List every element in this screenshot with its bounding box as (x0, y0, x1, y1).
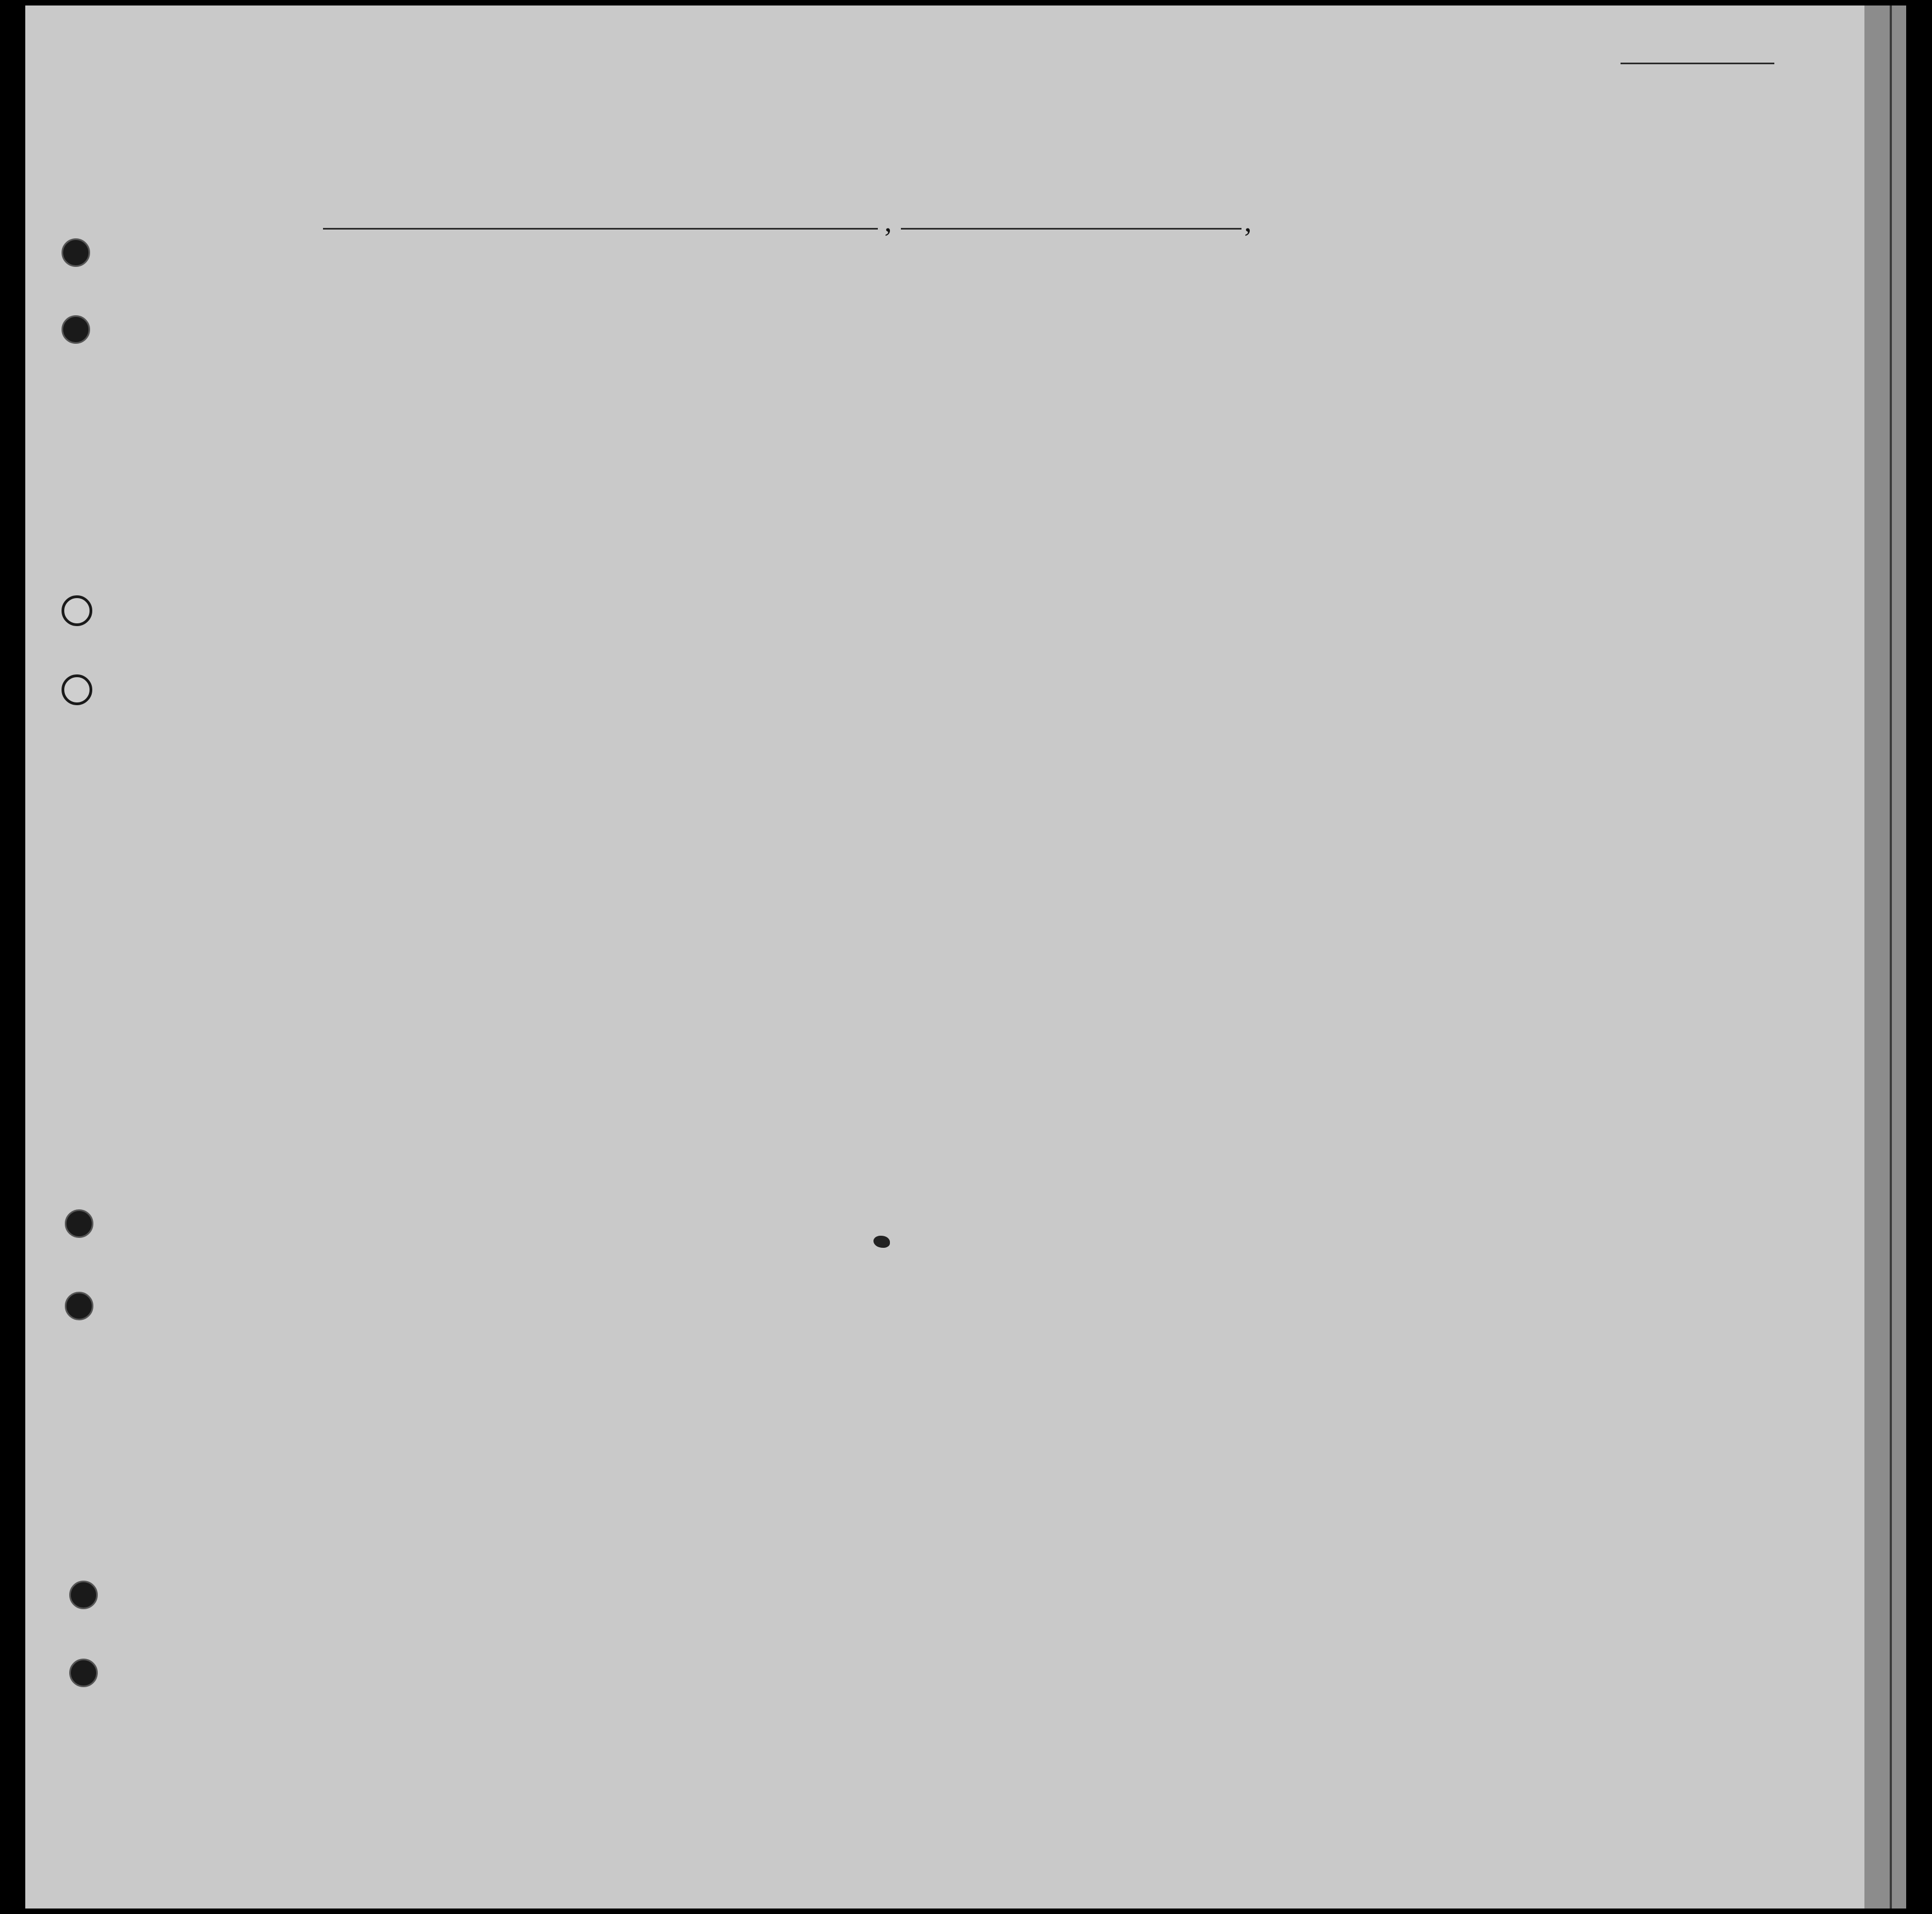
binder-hole (65, 1209, 93, 1238)
col-header-24 (1011, 431, 1061, 552)
col-header-29-feet (1294, 395, 1310, 428)
col-header-23 (986, 431, 1005, 552)
binder-hole (69, 1581, 98, 1609)
date-underline (901, 228, 1241, 230)
page-edge-shadow (1890, 5, 1892, 1909)
binder-hole (69, 1659, 98, 1687)
list-underline (1621, 63, 1774, 64)
comma: , (1244, 205, 1252, 238)
col-header-21 (924, 431, 953, 552)
col-header-17 (271, 431, 303, 563)
comma: , (884, 205, 892, 238)
col-header-15 (134, 431, 165, 557)
page-edge (1864, 5, 1906, 1909)
binder-hole (62, 674, 92, 705)
col-header-20a (768, 431, 806, 552)
port-underline (323, 228, 878, 230)
col-header-26 (1123, 431, 1150, 552)
col-header-29-inches (1324, 387, 1340, 428)
binder-hole (62, 595, 92, 626)
col-header-25 (1068, 431, 1102, 552)
binder-hole (62, 315, 90, 344)
binder-hole (65, 1292, 93, 1320)
binder-hole (62, 238, 90, 267)
col-header-20c (882, 431, 911, 552)
col-header-22 (961, 431, 980, 552)
col-header-20b (815, 431, 848, 552)
